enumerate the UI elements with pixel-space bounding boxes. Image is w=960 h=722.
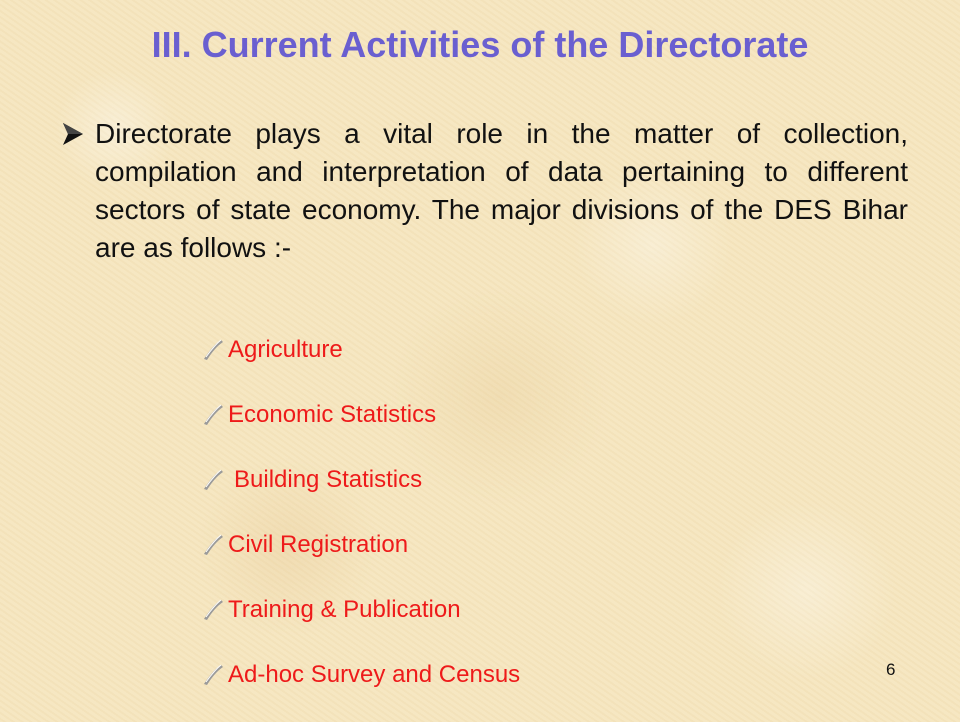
stroke-bullet-icon <box>200 468 224 492</box>
stroke-bullet-icon <box>200 338 224 362</box>
stroke-bullet-icon <box>200 403 224 427</box>
division-label: Ad-hoc Survey and Census <box>228 661 521 688</box>
division-label: Agriculture <box>228 336 343 363</box>
page-number: 6 <box>886 660 896 679</box>
list-item <box>200 527 520 592</box>
list-item <box>200 592 520 657</box>
list-item <box>200 332 520 397</box>
stroke-bullet-icon <box>200 533 224 557</box>
division-label: Economic Statistics <box>228 401 437 428</box>
stroke-bullet-icon <box>200 663 224 687</box>
division-label: Civil Registration <box>228 531 409 558</box>
divisions-list <box>200 332 520 722</box>
list-item <box>200 462 520 527</box>
division-label: Training & Publication <box>228 596 461 623</box>
arrow-bullet-icon <box>60 121 86 147</box>
main-bullet-text: Directorate plays a vital role in the matter of collection, compilation and interpretation of data pertaining to different sectors of state economy. The major divisions of the DES Bihar are as follows :- <box>95 118 908 263</box>
list-item <box>200 657 520 722</box>
division-label: Building Statistics <box>234 466 423 493</box>
slide-title: III. Current Activities of the Directorate <box>151 24 809 65</box>
stroke-bullet-icon <box>200 598 224 622</box>
list-item <box>200 397 520 462</box>
